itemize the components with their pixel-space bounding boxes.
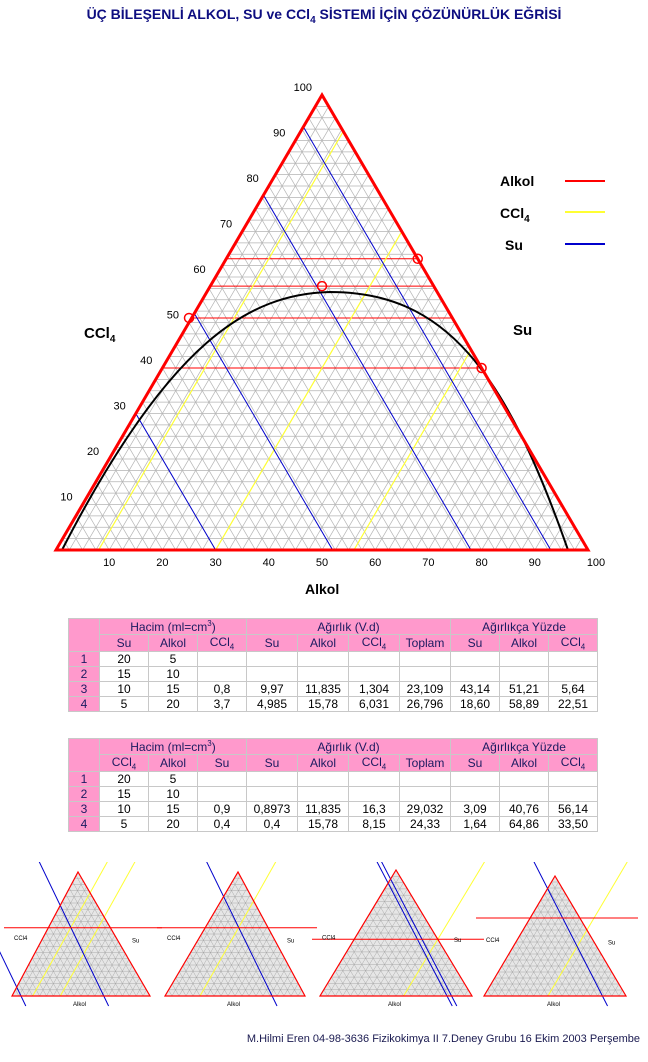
row-index: 3 — [69, 682, 100, 697]
table-cell: 5,64 — [549, 682, 598, 697]
left-tick-label: 90 — [273, 127, 286, 140]
small-label-su: Su — [454, 937, 462, 944]
table-cell: 43,14 — [451, 682, 500, 697]
table-cell — [400, 652, 451, 667]
table-cell: 11,835 — [298, 682, 349, 697]
bottom-tick-label: 40 — [262, 557, 275, 569]
table-cell: 16,3 — [349, 802, 400, 817]
data-table-1 — [68, 618, 598, 712]
legend-label-alkol: Alkol — [500, 173, 535, 189]
table-cell: 3,09 — [451, 802, 500, 817]
column-header: Su — [451, 755, 500, 772]
table-cell: 0,4 — [198, 817, 247, 832]
table-cell: 40,76 — [500, 802, 549, 817]
bottom-tick-label: 90 — [528, 557, 541, 569]
table-cell: 15,78 — [298, 697, 349, 712]
group-header-hacim: Hacim $(ml=cm^3)$ — [100, 619, 247, 635]
table-cell — [349, 787, 400, 802]
table-cell: 15,78 — [298, 817, 349, 832]
table-row — [69, 802, 598, 817]
left-tick-label: 20 — [86, 446, 100, 458]
table-cell: 5 — [100, 817, 149, 832]
column-header: CCl$_4$ — [549, 755, 598, 772]
legend — [500, 173, 605, 253]
table-cell: 0,8 — [198, 682, 247, 697]
table-cell — [198, 652, 247, 667]
row-index: 2 — [69, 787, 100, 802]
grid-line — [535, 80, 648, 550]
small-label-su: Su — [132, 938, 140, 945]
table-cell: 6,031 — [349, 697, 400, 712]
group-header-hacim: Hacim $(ml=cm^3)$ — [100, 739, 247, 755]
small-label-alkol: Alkol — [227, 1002, 241, 1008]
small-label-ccl4: CCl4 — [322, 935, 336, 942]
grid-line — [0, 80, 83, 550]
grid-line — [0, 80, 96, 550]
table-cell: 15 — [149, 682, 198, 697]
table-cell: 4,985 — [247, 697, 298, 712]
small-label-alkol: Alkol — [73, 1002, 87, 1008]
bottom-tick-label: 50 — [315, 557, 329, 569]
column-header: Alkol — [298, 635, 349, 652]
table-cell — [298, 667, 349, 682]
table-cell — [400, 667, 451, 682]
table-cell — [500, 772, 549, 787]
table-cell — [451, 652, 500, 667]
left-tick-label: 50 — [166, 309, 179, 322]
table-cell: 0,4 — [247, 817, 298, 832]
table-row — [69, 682, 598, 697]
table-cell: 10 — [100, 802, 149, 817]
grid-line — [548, 80, 648, 550]
row-index: 1 — [69, 652, 100, 667]
table-cell — [298, 652, 349, 667]
footer-credit: M.Hilmi Eren 04-98-3636 Fizikokimya II 7.Deney Grubu 16 Ekim 2003 Perşembe — [246, 1033, 640, 1045]
left-tick-label: 30 — [113, 400, 126, 413]
table-cell: 8,15 — [349, 817, 400, 832]
column-header: Su — [451, 635, 500, 652]
bottom-tick-label: 30 — [209, 557, 222, 569]
column-header: Alkol — [500, 635, 549, 652]
table-cell — [451, 772, 500, 787]
table-cell: 23,109 — [400, 682, 451, 697]
column-header: Alkol — [500, 755, 549, 772]
table-row — [69, 772, 598, 787]
table-cell — [247, 667, 298, 682]
bottom-axis-ticks — [103, 557, 605, 569]
table-cell: 64,86 — [500, 817, 549, 832]
table-cell: 15 — [100, 667, 149, 682]
left-tick-label: 80 — [246, 173, 259, 185]
column-header: CCl$_4$ — [349, 755, 400, 772]
table-row — [69, 667, 598, 682]
column-header: Su — [247, 635, 298, 652]
table-cell: 10 — [149, 667, 198, 682]
small-label-ccl4: CCl4 — [167, 936, 181, 943]
table-cell — [198, 667, 247, 682]
table-cell: 20 — [149, 817, 198, 832]
table-cell: 15 — [100, 787, 149, 802]
table-row — [69, 697, 598, 712]
left-tick-label: 70 — [219, 218, 233, 231]
column-header: Alkol — [149, 635, 198, 652]
label-alkol: Alkol — [305, 581, 340, 597]
bottom-tick-label: 70 — [422, 557, 435, 569]
table-cell: 15 — [149, 802, 198, 817]
bottom-tick-label: 100 — [586, 557, 606, 569]
table-cell — [549, 667, 598, 682]
table-cell — [198, 772, 247, 787]
group-header-yuzde: Ağırlıkça Yüzde — [451, 739, 598, 755]
column-header: Toplam — [400, 755, 451, 772]
table-cell: 10 — [149, 787, 198, 802]
table-cell: 29,032 — [400, 802, 451, 817]
page-title: ÜÇ BİLEŞENLİ ALKOL, SU ve CCl$_4$ SİSTEMİ İÇİN ÇÖZÜNÜRLÜK EĞRİSİ — [86, 6, 562, 26]
table-cell: 18,60 — [451, 697, 500, 712]
table-cell — [400, 787, 451, 802]
group-header-agirlik: Ağırlık (V.d) — [247, 619, 451, 635]
table-cell: 51,21 — [500, 682, 549, 697]
table-cell: 20 — [100, 652, 149, 667]
table-cell — [298, 787, 349, 802]
column-header: Su — [247, 755, 298, 772]
grid-line — [0, 80, 69, 550]
row-index: 4 — [69, 817, 100, 832]
table-cell: 9,97 — [247, 682, 298, 697]
row-index: 4 — [69, 697, 100, 712]
table-cell: 24,33 — [400, 817, 451, 832]
table-cell — [549, 787, 598, 802]
table-cell — [247, 772, 298, 787]
small-label-su: Su — [608, 940, 616, 947]
table-cell — [451, 667, 500, 682]
table-cell — [349, 667, 400, 682]
table-cell — [500, 652, 549, 667]
corner-cell — [69, 739, 100, 772]
small-label-ccl4: CCl4 — [14, 936, 28, 943]
small-label-su: Su — [287, 938, 295, 945]
column-header: CCl$_4$ — [349, 635, 400, 652]
table-cell: 26,796 — [400, 697, 451, 712]
grid-line — [561, 80, 648, 550]
table-cell: 22,51 — [549, 697, 598, 712]
left-tick-label: 60 — [193, 264, 206, 276]
table-cell: 5 — [149, 652, 198, 667]
row-index: 2 — [69, 667, 100, 682]
table-cell: 58,89 — [500, 697, 549, 712]
grid-line — [0, 80, 109, 550]
column-header: CCl$_4$ — [198, 635, 247, 652]
small-diagrams — [0, 862, 648, 1032]
label-ccl4: CCl$_4$ — [84, 325, 116, 345]
corner-cell — [69, 619, 100, 652]
column-header: CCl$_4$ — [549, 635, 598, 652]
legend-label-su: Su — [505, 237, 523, 253]
table-row — [69, 652, 598, 667]
column-header: CCl$_4$ — [100, 755, 149, 772]
table-cell: 5 — [100, 697, 149, 712]
bottom-tick-label: 80 — [475, 557, 488, 569]
row-index: 1 — [69, 772, 100, 787]
grid-line — [575, 80, 648, 550]
table-cell: 56,14 — [549, 802, 598, 817]
column-header: Su — [100, 635, 149, 652]
row-index: 3 — [69, 802, 100, 817]
table-cell — [400, 772, 451, 787]
table-cell — [247, 652, 298, 667]
table-cell: 33,50 — [549, 817, 598, 832]
table-cell: 0,9 — [198, 802, 247, 817]
left-tick-label: 40 — [140, 355, 153, 367]
bottom-tick-label: 10 — [103, 557, 116, 569]
table-cell — [198, 787, 247, 802]
table-cell — [349, 772, 400, 787]
table-cell — [500, 667, 549, 682]
table-row — [69, 787, 598, 802]
table-cell — [549, 652, 598, 667]
bottom-tick-label: 20 — [156, 557, 169, 569]
column-header: Su — [198, 755, 247, 772]
legend-label-ccl4: CCl$_4$ — [500, 205, 530, 225]
small-label-alkol: Alkol — [547, 1002, 561, 1008]
small-label-alkol: Alkol — [388, 1002, 402, 1008]
ternary-diagram — [0, 80, 648, 600]
column-header: Toplam — [400, 635, 451, 652]
table-cell — [500, 787, 549, 802]
data-table-2 — [68, 738, 598, 832]
left-tick-label: 100 — [293, 82, 312, 94]
label-su: Su — [513, 322, 533, 339]
table-cell — [451, 787, 500, 802]
column-header: Alkol — [298, 755, 349, 772]
table-cell: 1,304 — [349, 682, 400, 697]
table-cell: 1,64 — [451, 817, 500, 832]
table-cell: 20 — [100, 772, 149, 787]
table-cell: 20 — [149, 697, 198, 712]
table-cell: 10 — [100, 682, 149, 697]
table-cell — [298, 772, 349, 787]
bottom-tick-label: 60 — [369, 557, 382, 569]
table-cell: 0,8973 — [247, 802, 298, 817]
column-header: Alkol — [149, 755, 198, 772]
table-cell: 5 — [149, 772, 198, 787]
table-cell — [549, 772, 598, 787]
small-label-ccl4: CCl4 — [486, 938, 500, 944]
table-cell: 11,835 — [298, 802, 349, 817]
table-cell — [349, 652, 400, 667]
left-tick-label: 10 — [60, 491, 73, 504]
table-row — [69, 817, 598, 832]
table-cell — [247, 787, 298, 802]
group-header-agirlik: Ağırlık (V.d) — [247, 739, 451, 755]
table-cell: 3,7 — [198, 697, 247, 712]
group-header-yuzde: Ağırlıkça Yüzde — [451, 619, 598, 635]
